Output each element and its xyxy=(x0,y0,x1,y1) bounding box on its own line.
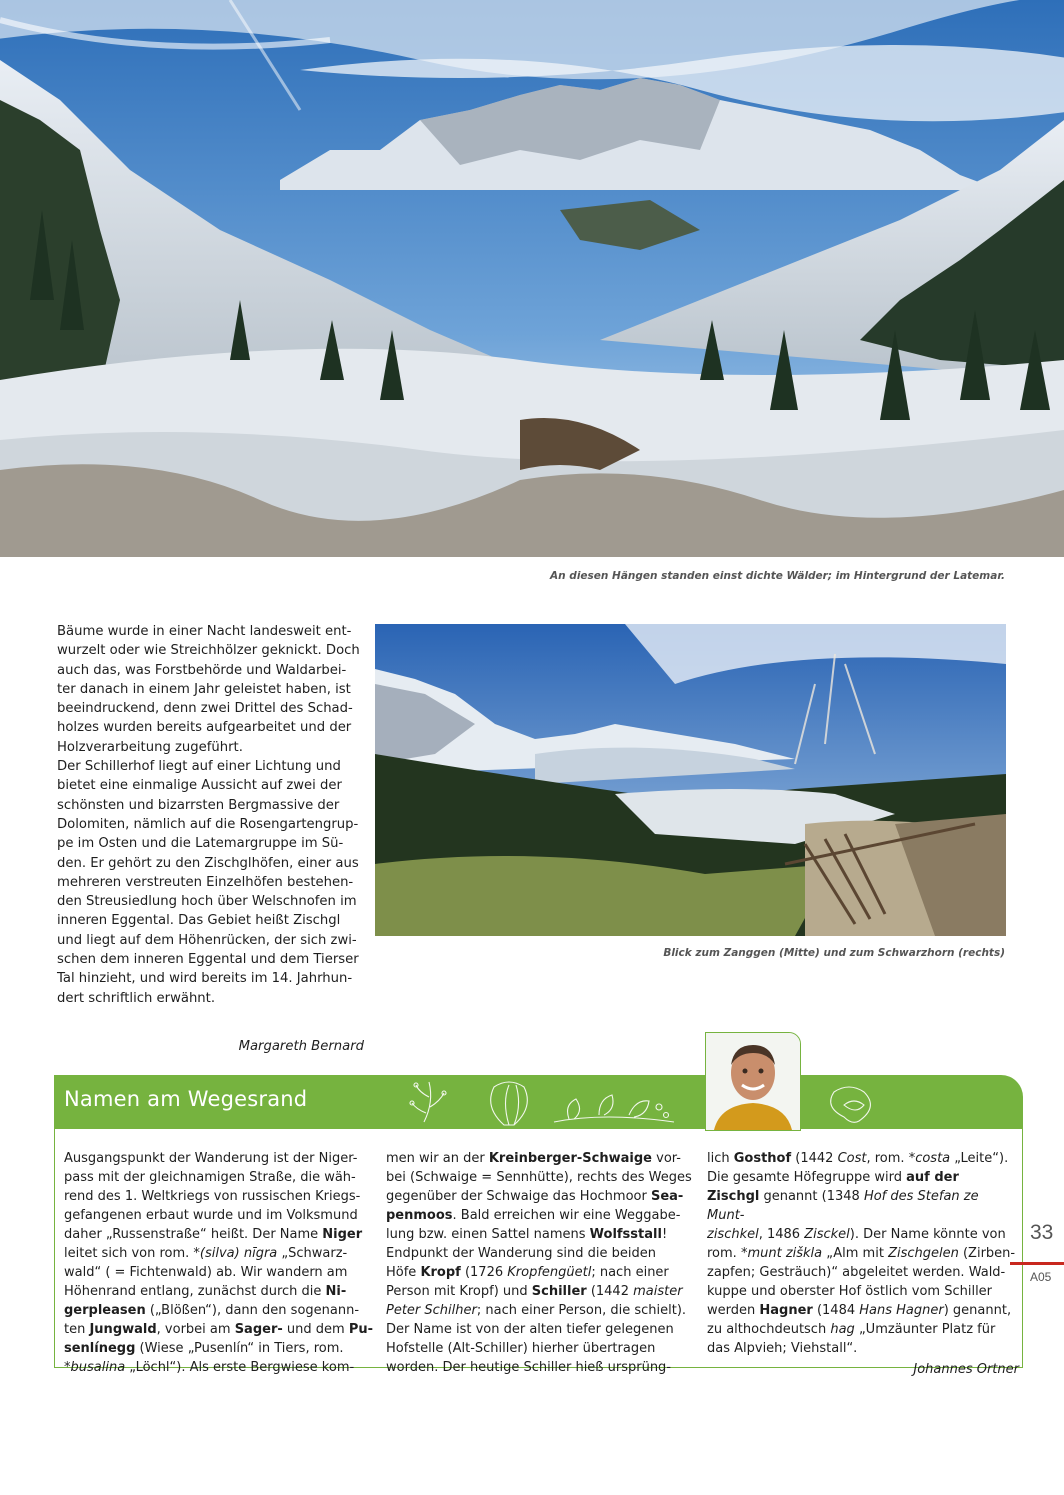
article-line: und liegt auf dem Höhenrücken, der sich zwi- xyxy=(57,932,357,948)
info-line xyxy=(707,1339,1019,1358)
info-text-segment: rend des 1. Weltkriegs von russischen Kriegs- xyxy=(64,1189,361,1204)
mountain-photo xyxy=(375,624,1006,936)
info-line xyxy=(64,1282,379,1301)
info-line xyxy=(64,1358,379,1377)
info-text-segment: Person mit Kropf) und xyxy=(386,1284,532,1299)
author-portrait xyxy=(705,1032,801,1131)
info-line xyxy=(386,1320,701,1339)
info-text-segment: gegenüber der Schwaige das Hochmoor xyxy=(386,1189,651,1204)
info-text-segment: Kropf xyxy=(420,1265,461,1280)
article-line: Tal hinzieht, und wird bereits im 14. Jahrhun- xyxy=(57,971,353,987)
info-line xyxy=(707,1301,1019,1320)
info-text-segment: ! xyxy=(661,1227,668,1242)
info-line xyxy=(64,1206,379,1225)
info-box-body xyxy=(54,1129,1023,1377)
info-text-segment: (silva) nīgra xyxy=(199,1246,278,1261)
article-line: ter danach in einem Jahr geleistet haben, ist xyxy=(57,681,351,697)
info-text-segment: Cost xyxy=(837,1151,867,1166)
info-text-segment: Hofstelle (Alt-Schiller) hierher übertragen xyxy=(386,1341,656,1356)
info-text-segment: Niger xyxy=(322,1227,363,1242)
info-text-segment: ten xyxy=(64,1322,90,1337)
article-line: auch das, was Forstbehörde und Waldarbei- xyxy=(57,662,347,678)
info-text-segment: genannt (1348 xyxy=(759,1189,864,1204)
info-text-segment: , rom. * xyxy=(866,1151,916,1166)
info-text-segment: . Bald erreichen wir eine Weggabe- xyxy=(452,1208,681,1223)
article-line: holzes wurden bereits aufgearbeitet und der xyxy=(57,720,352,736)
info-text-segment: Der Name ist von der alten tiefer gelegenen xyxy=(386,1322,674,1337)
info-text-segment: ) genannt, xyxy=(943,1303,1012,1318)
info-text-segment: „Alm mit xyxy=(822,1246,889,1261)
info-text-segment: Jungwald xyxy=(89,1322,157,1337)
info-text-segment: lich xyxy=(707,1151,734,1166)
info-text-segment: Gosthof xyxy=(733,1151,792,1166)
info-text-segment: senlínegg xyxy=(64,1341,136,1356)
info-text-segment: bei (Schwaige = Sennhütte), rechts des Weges xyxy=(386,1170,692,1185)
info-text-segment: Hof des Stefan ze Munt- xyxy=(707,1189,979,1223)
article-line: schen dem inneren Eggental und dem Tierser xyxy=(57,952,359,968)
info-text-segment: Zisckel xyxy=(804,1227,850,1242)
article-line: Bäume wurde in einer Nacht landesweit ent- xyxy=(57,624,352,639)
info-line xyxy=(64,1168,379,1187)
info-box-header xyxy=(54,1075,1023,1129)
info-text-segment: zischkel xyxy=(707,1227,759,1242)
info-text-segment: ; nach einer xyxy=(591,1265,669,1280)
info-box xyxy=(54,1075,1023,1377)
info-text-segment: ; nach einer Person, die schielt). xyxy=(476,1303,687,1318)
article-line: beeindruckend, denn zwei Drittel des Schad- xyxy=(57,701,353,717)
info-text-segment: costa xyxy=(915,1151,951,1166)
info-text-segment: zu althochdeutsch xyxy=(707,1322,831,1337)
info-text-segment: munt ziškla xyxy=(747,1246,823,1261)
info-line xyxy=(707,1168,1019,1187)
info-line xyxy=(386,1206,701,1225)
info-line xyxy=(386,1225,701,1244)
info-text-segment: Sager- xyxy=(234,1322,283,1337)
hero-caption: An diesen Hängen standen einst dichte Wälder; im Hintergrund der Latemar. xyxy=(550,570,1005,582)
info-text-segment: , 1486 xyxy=(758,1227,805,1242)
info-line xyxy=(707,1225,1019,1244)
info-text-segment: das Alpvieh; Viehstall“. xyxy=(707,1341,858,1356)
info-text-segment: men wir an der xyxy=(386,1151,489,1166)
info-line xyxy=(707,1282,1019,1301)
info-text-segment: gefangenen erbaut wurde und im Volksmund xyxy=(64,1208,358,1223)
info-line xyxy=(64,1149,379,1168)
info-text-segment: Höhenrand entlang, zunächst durch die xyxy=(64,1284,326,1299)
info-line xyxy=(707,1263,1019,1282)
info-text-segment: penmoos xyxy=(386,1208,453,1223)
info-text-segment: gerpleasen xyxy=(64,1303,146,1318)
info-line xyxy=(386,1301,701,1320)
article-author: Margareth Bernard xyxy=(238,1039,364,1054)
info-text-segment: daher „Russenstraße“ heißt. Der Name xyxy=(64,1227,323,1242)
info-text-segment: Schiller xyxy=(531,1284,587,1299)
info-text-segment: * xyxy=(64,1360,71,1375)
info-text-segment: Ausgangspunkt der Wanderung ist der Niger- xyxy=(64,1151,358,1166)
info-text-segment: Ni- xyxy=(325,1284,347,1299)
page-marker-line xyxy=(1010,1262,1064,1265)
info-text-segment: Die gesamte Höfegruppe wird xyxy=(707,1170,907,1185)
info-line xyxy=(386,1149,701,1168)
info-text-segment: kuppe und oberster Hof östlich vom Schiller xyxy=(707,1284,993,1299)
info-text-segment: Pu- xyxy=(348,1322,373,1337)
info-text-segment: pass mit der gleichnamigen Straße, die wäh- xyxy=(64,1170,356,1185)
article-text xyxy=(57,622,367,1008)
info-line xyxy=(64,1225,379,1244)
info-text-segment: vor- xyxy=(652,1151,681,1166)
article-line: inneren Eggental. Das Gebiet heißt Zischgl xyxy=(57,913,341,929)
page-number: 33 xyxy=(1030,1221,1054,1244)
info-text-segment: („Blößen“), dann den sogenann- xyxy=(145,1303,360,1318)
info-text-segment: lung bzw. einen Sattel namens xyxy=(386,1227,590,1242)
info-text-segment: rom. * xyxy=(707,1246,748,1261)
info-text-segment: hag xyxy=(830,1322,855,1337)
info-line xyxy=(64,1187,379,1206)
info-line xyxy=(707,1320,1019,1339)
info-text-segment: Höfe xyxy=(386,1265,421,1280)
info-text-segment: „Umzäunter Platz für xyxy=(854,1322,996,1337)
info-line xyxy=(64,1244,379,1263)
info-line xyxy=(386,1263,701,1282)
info-text-segment: Endpunkt der Wanderung sind die beiden xyxy=(386,1246,656,1261)
info-text-segment: busalina xyxy=(70,1360,126,1375)
info-text-segment: (1442 xyxy=(791,1151,838,1166)
botanical-ornament-icon xyxy=(404,1077,904,1129)
article-line: bietet eine einmalige Aussicht auf zwei der xyxy=(57,778,342,794)
info-text-segment: „Löchl“). Als erste Bergwiese kom- xyxy=(125,1360,355,1375)
info-line xyxy=(707,1187,1019,1225)
article-line: schönsten und bizarrsten Bergmassive der xyxy=(57,797,340,813)
info-text-segment: Peter Schilher xyxy=(386,1303,477,1318)
info-text-segment: Kreinberger-Schwaige xyxy=(488,1151,652,1166)
info-text-segment: zapfen; Gesträuch)“ abgeleitet werden. Wald- xyxy=(707,1265,1006,1280)
info-line xyxy=(707,1149,1019,1168)
info-text-segment: „Schwarz- xyxy=(277,1246,348,1261)
info-text-segment: werden xyxy=(707,1303,760,1318)
info-text-segment: (1726 xyxy=(460,1265,508,1280)
info-text-segment: worden. Der heutige Schiller hieß ursprüng- xyxy=(386,1360,672,1375)
article-line: den. Er gehört zu den Zischglhöfen, einer aus xyxy=(57,855,359,871)
article-line: Der Schillerhof liegt auf einer Lichtung und xyxy=(57,759,341,775)
info-text-segment: (1442 xyxy=(586,1284,634,1299)
info-text-segment: Hans Hagner xyxy=(859,1303,944,1318)
info-text-segment: (Wiese „Pusenlín“ in Tiers, rom. xyxy=(135,1341,344,1356)
hero-photo xyxy=(0,0,1064,557)
info-text-segment: Zischgl xyxy=(707,1189,760,1204)
section-code: A05 xyxy=(1030,1270,1052,1284)
info-line xyxy=(386,1339,701,1358)
info-text-segment: maister xyxy=(633,1284,683,1299)
article-line: Holzverarbeitung zugeführt. xyxy=(57,739,243,755)
info-column-3 xyxy=(707,1149,1019,1379)
info-line xyxy=(64,1339,379,1358)
info-text-segment: Zischgelen xyxy=(888,1246,959,1261)
info-line xyxy=(386,1358,701,1377)
info-box-title: Namen am Wegesrand xyxy=(64,1087,308,1111)
info-text-segment: Kropfengüetl xyxy=(507,1265,592,1280)
info-text-segment: wald“ ( = Fichtenwald) ab. Wir wandern am xyxy=(64,1265,348,1280)
info-text-segment: und dem xyxy=(282,1322,349,1337)
info-line xyxy=(707,1244,1019,1263)
info-line xyxy=(386,1282,701,1301)
info-text-segment: (Zirben- xyxy=(958,1246,1016,1261)
info-line xyxy=(386,1168,701,1187)
info-text-segment: (1484 xyxy=(812,1303,860,1318)
info-text-segment: Sea- xyxy=(650,1189,684,1204)
info-text-segment: „Leite“). xyxy=(950,1151,1009,1166)
article-line: dert schriftlich erwähnt. xyxy=(57,990,216,1006)
photo2-caption: Blick zum Zanggen (Mitte) und zum Schwarzhorn (rechts) xyxy=(663,947,1005,959)
info-text-segment: Hagner xyxy=(759,1303,813,1318)
info-line xyxy=(64,1263,379,1282)
article-line: Dolomiten, nämlich auf die Rosengartengrup- xyxy=(57,816,359,832)
info-line xyxy=(64,1301,379,1320)
article-line: pe im Osten und die Latemargruppe im Sü- xyxy=(57,836,344,852)
article-line: mehreren verstreuten Einzelhöfen bestehen- xyxy=(57,874,354,890)
info-line xyxy=(386,1187,701,1206)
info-line xyxy=(64,1320,379,1339)
info-column-1 xyxy=(64,1149,379,1377)
info-text-segment: leitet sich von rom. * xyxy=(64,1246,200,1261)
info-box-author: Johannes Ortner xyxy=(913,1362,1019,1377)
article-line: den Streusiedlung hoch über Welschnofen im xyxy=(57,894,357,910)
info-text-segment: Wolfsstall xyxy=(589,1227,662,1242)
info-text-segment: , vorbei am xyxy=(156,1322,235,1337)
info-line xyxy=(386,1244,701,1263)
info-text-segment: ). Der Name könnte von xyxy=(849,1227,1006,1242)
article-line: wurzelt oder wie Streichhölzer geknickt. Doch xyxy=(57,643,360,659)
info-column-2 xyxy=(386,1149,701,1377)
info-text-segment: auf der xyxy=(906,1170,959,1185)
